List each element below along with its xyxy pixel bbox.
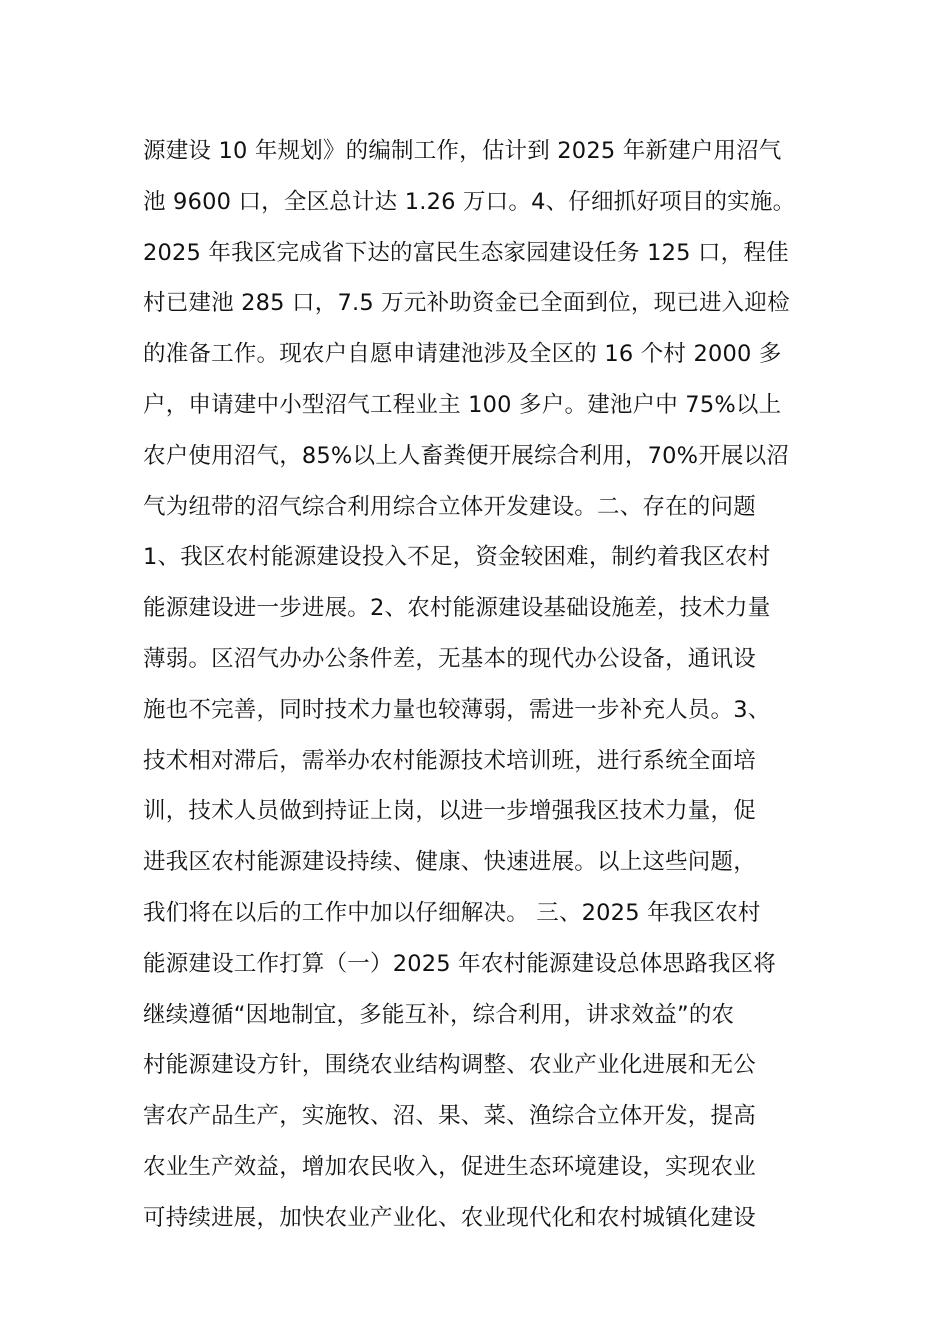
- text-line: 技术相对滞后，需举办农村能源技术培训班，进行系统全面培: [143, 747, 756, 774]
- text-line: 池 9600 口，全区总计达 1.26 万口。4、仔细抓好项目的实施。: [143, 188, 796, 215]
- text-line: 的准备工作。现农户自愿申请建池涉及全区的 16 个村 2000 多: [143, 341, 782, 368]
- body-text: [143, 126, 843, 1244]
- text-line: 害农产品生产，实施牧、沼、果、菜、渔综合立体开发，提高: [143, 1103, 756, 1130]
- text-line: 2025 年我区完成省下达的富民生态家园建设任务 125 口，程佳: [143, 239, 789, 266]
- text-line: 农业生产效益，增加农民收入，促进生态环境建设，实现农业: [143, 1153, 756, 1180]
- text-line: 源建设 10 年规划》的编制工作，估计到 2025 年新建户用沼气: [143, 138, 782, 164]
- text-line: 训，技术人员做到持证上岗，以进一步增强我区技术力量，促: [143, 798, 756, 825]
- text-line: 能源建设工作打算（一）2025 年农村能源建设总体思路我区将: [143, 950, 776, 977]
- text-line: 气为纽带的沼气综合利用综合立体开发建设。二、存在的问题: [143, 493, 756, 520]
- text-line: 村能源建设方针，围绕农业结构调整、农业产业化进展和无公: [143, 1052, 756, 1079]
- text-line: 进我区农村能源建设持续、健康、快速进展。以上这些问题，: [143, 849, 756, 876]
- text-line: 农户使用沼气，85%以上人畜粪便开展综合利用，70%开展以沼: [143, 442, 790, 469]
- text-line: 可持续进展，加快农业产业化、农业现代化和农村城镇化建设: [143, 1204, 756, 1231]
- text-line: 村已建池 285 口，7.5 万元补助资金已全面到位，现已进入迎检: [143, 290, 790, 317]
- text-line: 能源建设进一步进展。2、农村能源建设基础设施差，技术力量: [143, 595, 771, 622]
- text-line: 施也不完善，同时技术力量也较薄弱，需进一步补充人员。3、: [143, 696, 771, 723]
- text-line: 继续遵循“因地制宜，多能互补，综合利用，讲求效益”的农: [143, 1001, 735, 1028]
- text-line: 薄弱。区沼气办办公条件差，无基本的现代办公设备，通讯设: [143, 645, 756, 672]
- text-line: 户，申请建中小型沼气工程业主 100 多户。建池户中 75%以上: [143, 391, 782, 418]
- text-line: 我们将在以后的工作中加以仔细解决。 三、2025 年我区农村: [143, 899, 761, 926]
- text-line: 1、我区农村能源建设投入不足，资金较困难，制约着我区农村: [143, 544, 771, 571]
